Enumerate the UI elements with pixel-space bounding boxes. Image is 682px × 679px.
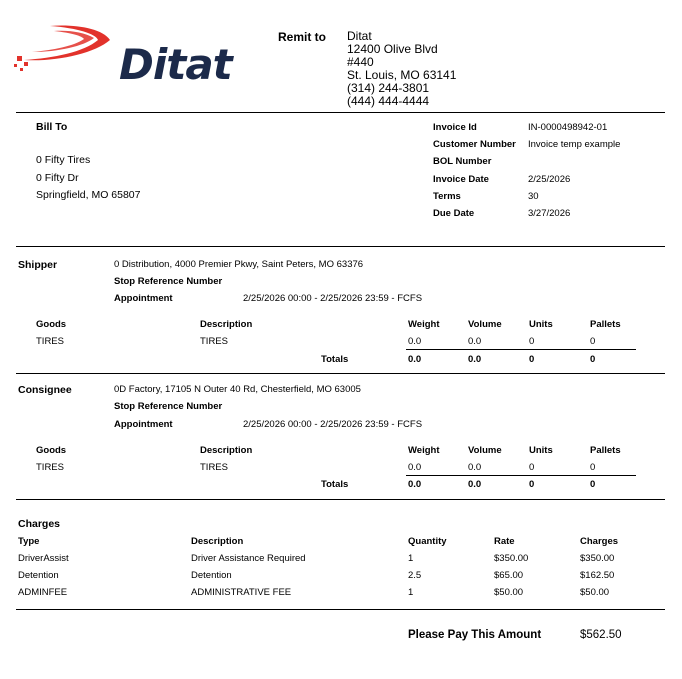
pallets-cell: 0 bbox=[590, 336, 596, 347]
remit-line: (444) 444-4444 bbox=[347, 94, 430, 108]
volume-header: Volume bbox=[468, 445, 502, 456]
units-cell: 0 bbox=[529, 462, 535, 473]
units-cell: 0 bbox=[529, 336, 535, 347]
remit-line: 12400 Olive Blvd bbox=[347, 42, 438, 56]
charge-quantity: 2.5 bbox=[408, 570, 422, 581]
weight-cell: 0.0 bbox=[408, 336, 422, 347]
charge-type: DriverAssist bbox=[18, 553, 69, 564]
charges-header: Charges bbox=[580, 536, 619, 547]
description-cell: TIRES bbox=[200, 462, 228, 473]
remit-line: St. Louis, MO 63141 bbox=[347, 68, 457, 82]
totals-label: Totals bbox=[321, 479, 349, 490]
invoice-id-label: Invoice Id bbox=[433, 122, 477, 133]
divider bbox=[16, 246, 665, 247]
shipper-appt-value: 2/25/2026 00:00 - 2/25/2026 23:59 - FCFS bbox=[243, 293, 423, 304]
quantity-header: Quantity bbox=[408, 536, 447, 547]
shipper-appt-label: Appointment bbox=[114, 293, 173, 304]
totals-label: Totals bbox=[321, 354, 349, 365]
description-header: Description bbox=[200, 319, 253, 330]
charge-quantity: 1 bbox=[408, 587, 414, 598]
weight-header: Weight bbox=[408, 445, 440, 456]
charges-title: Charges bbox=[18, 518, 61, 530]
invoice-date-label: Invoice Date bbox=[433, 174, 489, 185]
pallets-header: Pallets bbox=[590, 319, 621, 330]
bill-to-label: Bill To bbox=[36, 121, 68, 133]
consignee-appt-label: Appointment bbox=[114, 419, 173, 430]
charge-rate: $50.00 bbox=[494, 587, 524, 598]
description-header: Description bbox=[200, 445, 253, 456]
invoice-id-value: IN-0000498942-01 bbox=[528, 122, 608, 133]
weight-cell: 0.0 bbox=[408, 462, 422, 473]
remit-to-label: Remit to bbox=[278, 30, 326, 44]
remit-line: #440 bbox=[347, 55, 374, 69]
divider bbox=[16, 499, 665, 500]
bol-number-label: BOL Number bbox=[433, 156, 492, 167]
charge-amount: $350.00 bbox=[580, 553, 615, 564]
charge-description: Detention bbox=[191, 570, 232, 581]
pallets-header: Pallets bbox=[590, 445, 621, 456]
description-cell: TIRES bbox=[200, 336, 228, 347]
company-logo bbox=[14, 18, 234, 89]
charge-description: ADMINISTRATIVE FEE bbox=[191, 587, 292, 598]
volume-header: Volume bbox=[468, 319, 502, 330]
bill-to-line: 0 Fifty Tires bbox=[36, 154, 91, 166]
remit-address bbox=[347, 30, 456, 108]
totals-rule bbox=[406, 475, 636, 476]
consignee-ref-label: Stop Reference Number bbox=[114, 401, 223, 412]
pay-amount-label: Please Pay This Amount bbox=[408, 629, 542, 641]
pay-amount-value: $562.50 bbox=[580, 629, 622, 641]
shipper-address: 0 Distribution, 4000 Premier Pkwy, Saint Peters, MO 63376 bbox=[114, 259, 364, 270]
bill-to-line: Springfield, MO 65807 bbox=[36, 189, 141, 201]
due-date-label: Due Date bbox=[433, 208, 475, 219]
volume-cell: 0.0 bbox=[468, 336, 482, 347]
remit-line: Ditat bbox=[347, 29, 372, 43]
units-header: Units bbox=[529, 319, 553, 330]
terms-value: 30 bbox=[528, 191, 539, 202]
divider bbox=[16, 112, 665, 113]
totals-rule bbox=[406, 349, 636, 350]
charge-rate: $65.00 bbox=[494, 570, 524, 581]
total-units: 0 bbox=[529, 479, 535, 490]
divider bbox=[16, 373, 665, 374]
weight-header: Weight bbox=[408, 319, 440, 330]
shipper-ref-label: Stop Reference Number bbox=[114, 276, 223, 287]
remit-line: (314) 244-3801 bbox=[347, 81, 430, 95]
charge-rate: $350.00 bbox=[494, 553, 529, 564]
goods-header: Goods bbox=[36, 319, 67, 330]
divider bbox=[16, 609, 665, 610]
total-weight: 0.0 bbox=[408, 479, 422, 490]
total-units: 0 bbox=[529, 354, 535, 365]
total-weight: 0.0 bbox=[408, 354, 422, 365]
bill-to-line: 0 Fifty Dr bbox=[36, 172, 79, 184]
goods-cell: TIRES bbox=[36, 336, 64, 347]
charge-type: ADMINFEE bbox=[18, 587, 68, 598]
goods-header: Goods bbox=[36, 445, 67, 456]
charge-description: Driver Assistance Required bbox=[191, 553, 306, 564]
due-date-value: 3/27/2026 bbox=[528, 208, 571, 219]
pallets-cell: 0 bbox=[590, 462, 596, 473]
type-header: Type bbox=[18, 536, 40, 547]
shipper-label: Shipper bbox=[18, 259, 58, 271]
invoice-date-value: 2/25/2026 bbox=[528, 174, 571, 185]
goods-cell: TIRES bbox=[36, 462, 64, 473]
customer-number-value: Invoice temp example bbox=[528, 139, 621, 150]
customer-number-label: Customer Number bbox=[433, 139, 516, 150]
charge-type: Detention bbox=[18, 570, 59, 581]
charge-quantity: 1 bbox=[408, 553, 414, 564]
rate-header: Rate bbox=[494, 536, 515, 547]
logo-text: Ditat bbox=[119, 40, 232, 89]
volume-cell: 0.0 bbox=[468, 462, 482, 473]
charge-amount: $162.50 bbox=[580, 570, 615, 581]
terms-label: Terms bbox=[433, 191, 461, 202]
total-pallets: 0 bbox=[590, 479, 596, 490]
consignee-label: Consignee bbox=[18, 384, 72, 396]
total-pallets: 0 bbox=[590, 354, 596, 365]
total-volume: 0.0 bbox=[468, 479, 482, 490]
consignee-appt-value: 2/25/2026 00:00 - 2/25/2026 23:59 - FCFS bbox=[243, 419, 423, 430]
description-header: Description bbox=[191, 536, 244, 547]
swoosh-logo-icon bbox=[14, 18, 124, 76]
total-volume: 0.0 bbox=[468, 354, 482, 365]
units-header: Units bbox=[529, 445, 553, 456]
consignee-address: 0D Factory, 17105 N Outer 40 Rd, Chesterfield, MO 63005 bbox=[114, 384, 361, 395]
charge-amount: $50.00 bbox=[580, 587, 610, 598]
